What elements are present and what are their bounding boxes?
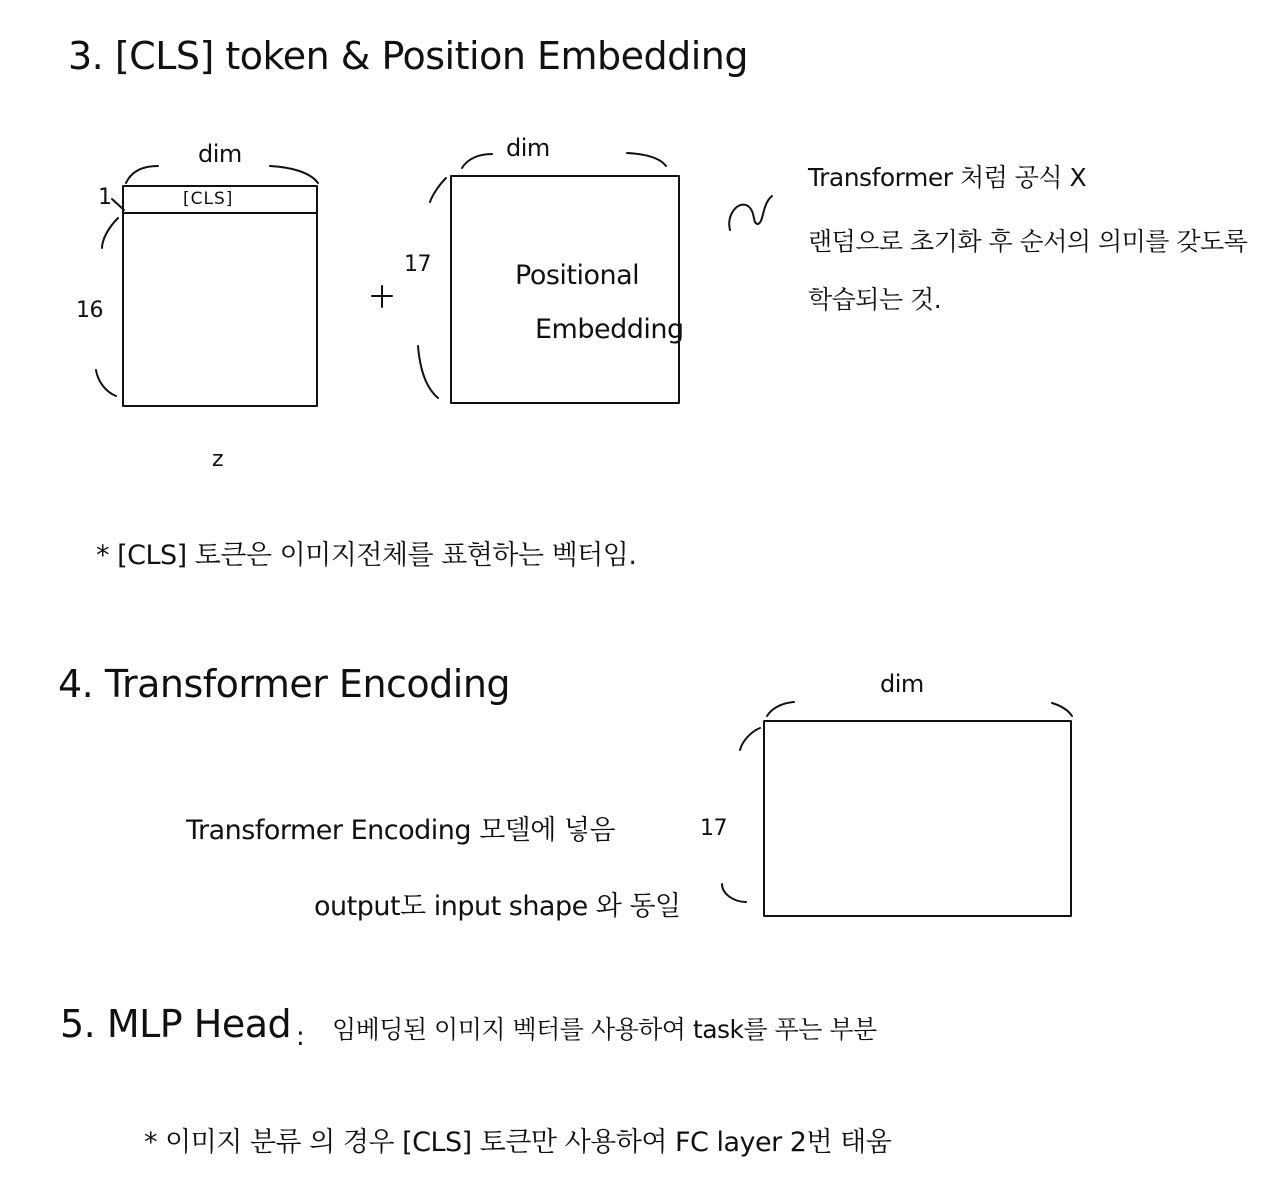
dim-bracket-right [270, 166, 318, 183]
cls-dim-label: dim [198, 140, 242, 168]
pos-rows-bracket-top [430, 178, 446, 202]
section-5-description: 임베딩된 이미지 벡터를 사용하여 task를 푸는 부분 [332, 1015, 877, 1044]
encoder-matrix-drawing [722, 702, 1072, 916]
enc-rows-bracket-top [740, 728, 760, 750]
section-3-footnote: * [CLS] 토큰은 이미지전체를 표현하는 벡터임. [96, 540, 637, 571]
side-note-line-2: 랜덤으로 초기화 후 순서의 의미를 갖도록 [808, 227, 1248, 256]
pos-content-line-2: Embedding [535, 314, 684, 345]
pos-content-line-1: Positional [515, 260, 640, 291]
cls-one-label: 1 [98, 185, 112, 210]
cls-rows-label: 16 [76, 298, 103, 323]
enc-dim-bracket-left [767, 702, 794, 716]
section-5-colon: : [296, 1022, 305, 1052]
section-4-note-line-1: Transformer Encoding 모델에 넣음 [186, 815, 616, 846]
cls-token-label: [CLS] [183, 189, 234, 209]
side-note-line-3: 학습되는 것. [808, 285, 942, 314]
side-note-curl [729, 196, 772, 230]
pos-dim-bracket-left [462, 154, 492, 168]
enc-rows-bracket-bottom [722, 884, 746, 902]
side-note-line-1: Transformer 처럼 공식 X [808, 163, 1087, 192]
encoder-dim-label: dim [880, 670, 924, 698]
plus-drawing [372, 286, 392, 307]
enc-dim-bracket-right [1052, 703, 1072, 716]
cls-matrix-box [123, 186, 317, 406]
dim-bracket-left [126, 166, 158, 183]
pos-rows-bracket-bottom [418, 346, 438, 398]
rows-bracket-top [102, 218, 118, 248]
encoder-matrix-box [764, 721, 1071, 916]
cls-below-mark: z [212, 447, 224, 472]
pos-dim-label: dim [506, 134, 550, 162]
section-5-title: 5. MLP Head [60, 1002, 292, 1046]
rows-bracket-bottom [96, 370, 116, 396]
section-5-footnote: * 이미지 분류 의 경우 [CLS] 토큰만 사용하여 FC layer 2번 태움 [144, 1127, 892, 1158]
section-4-title: 4. Transformer Encoding [58, 662, 511, 706]
section-4-note-line-2: output도 input shape 와 동일 [314, 891, 681, 922]
pos-dim-bracket-right [627, 153, 666, 166]
section-3-title: 3. [CLS] token & Position Embedding [68, 34, 749, 78]
encoder-rows-label: 17 [700, 816, 727, 841]
pos-rows-label: 17 [404, 252, 431, 277]
